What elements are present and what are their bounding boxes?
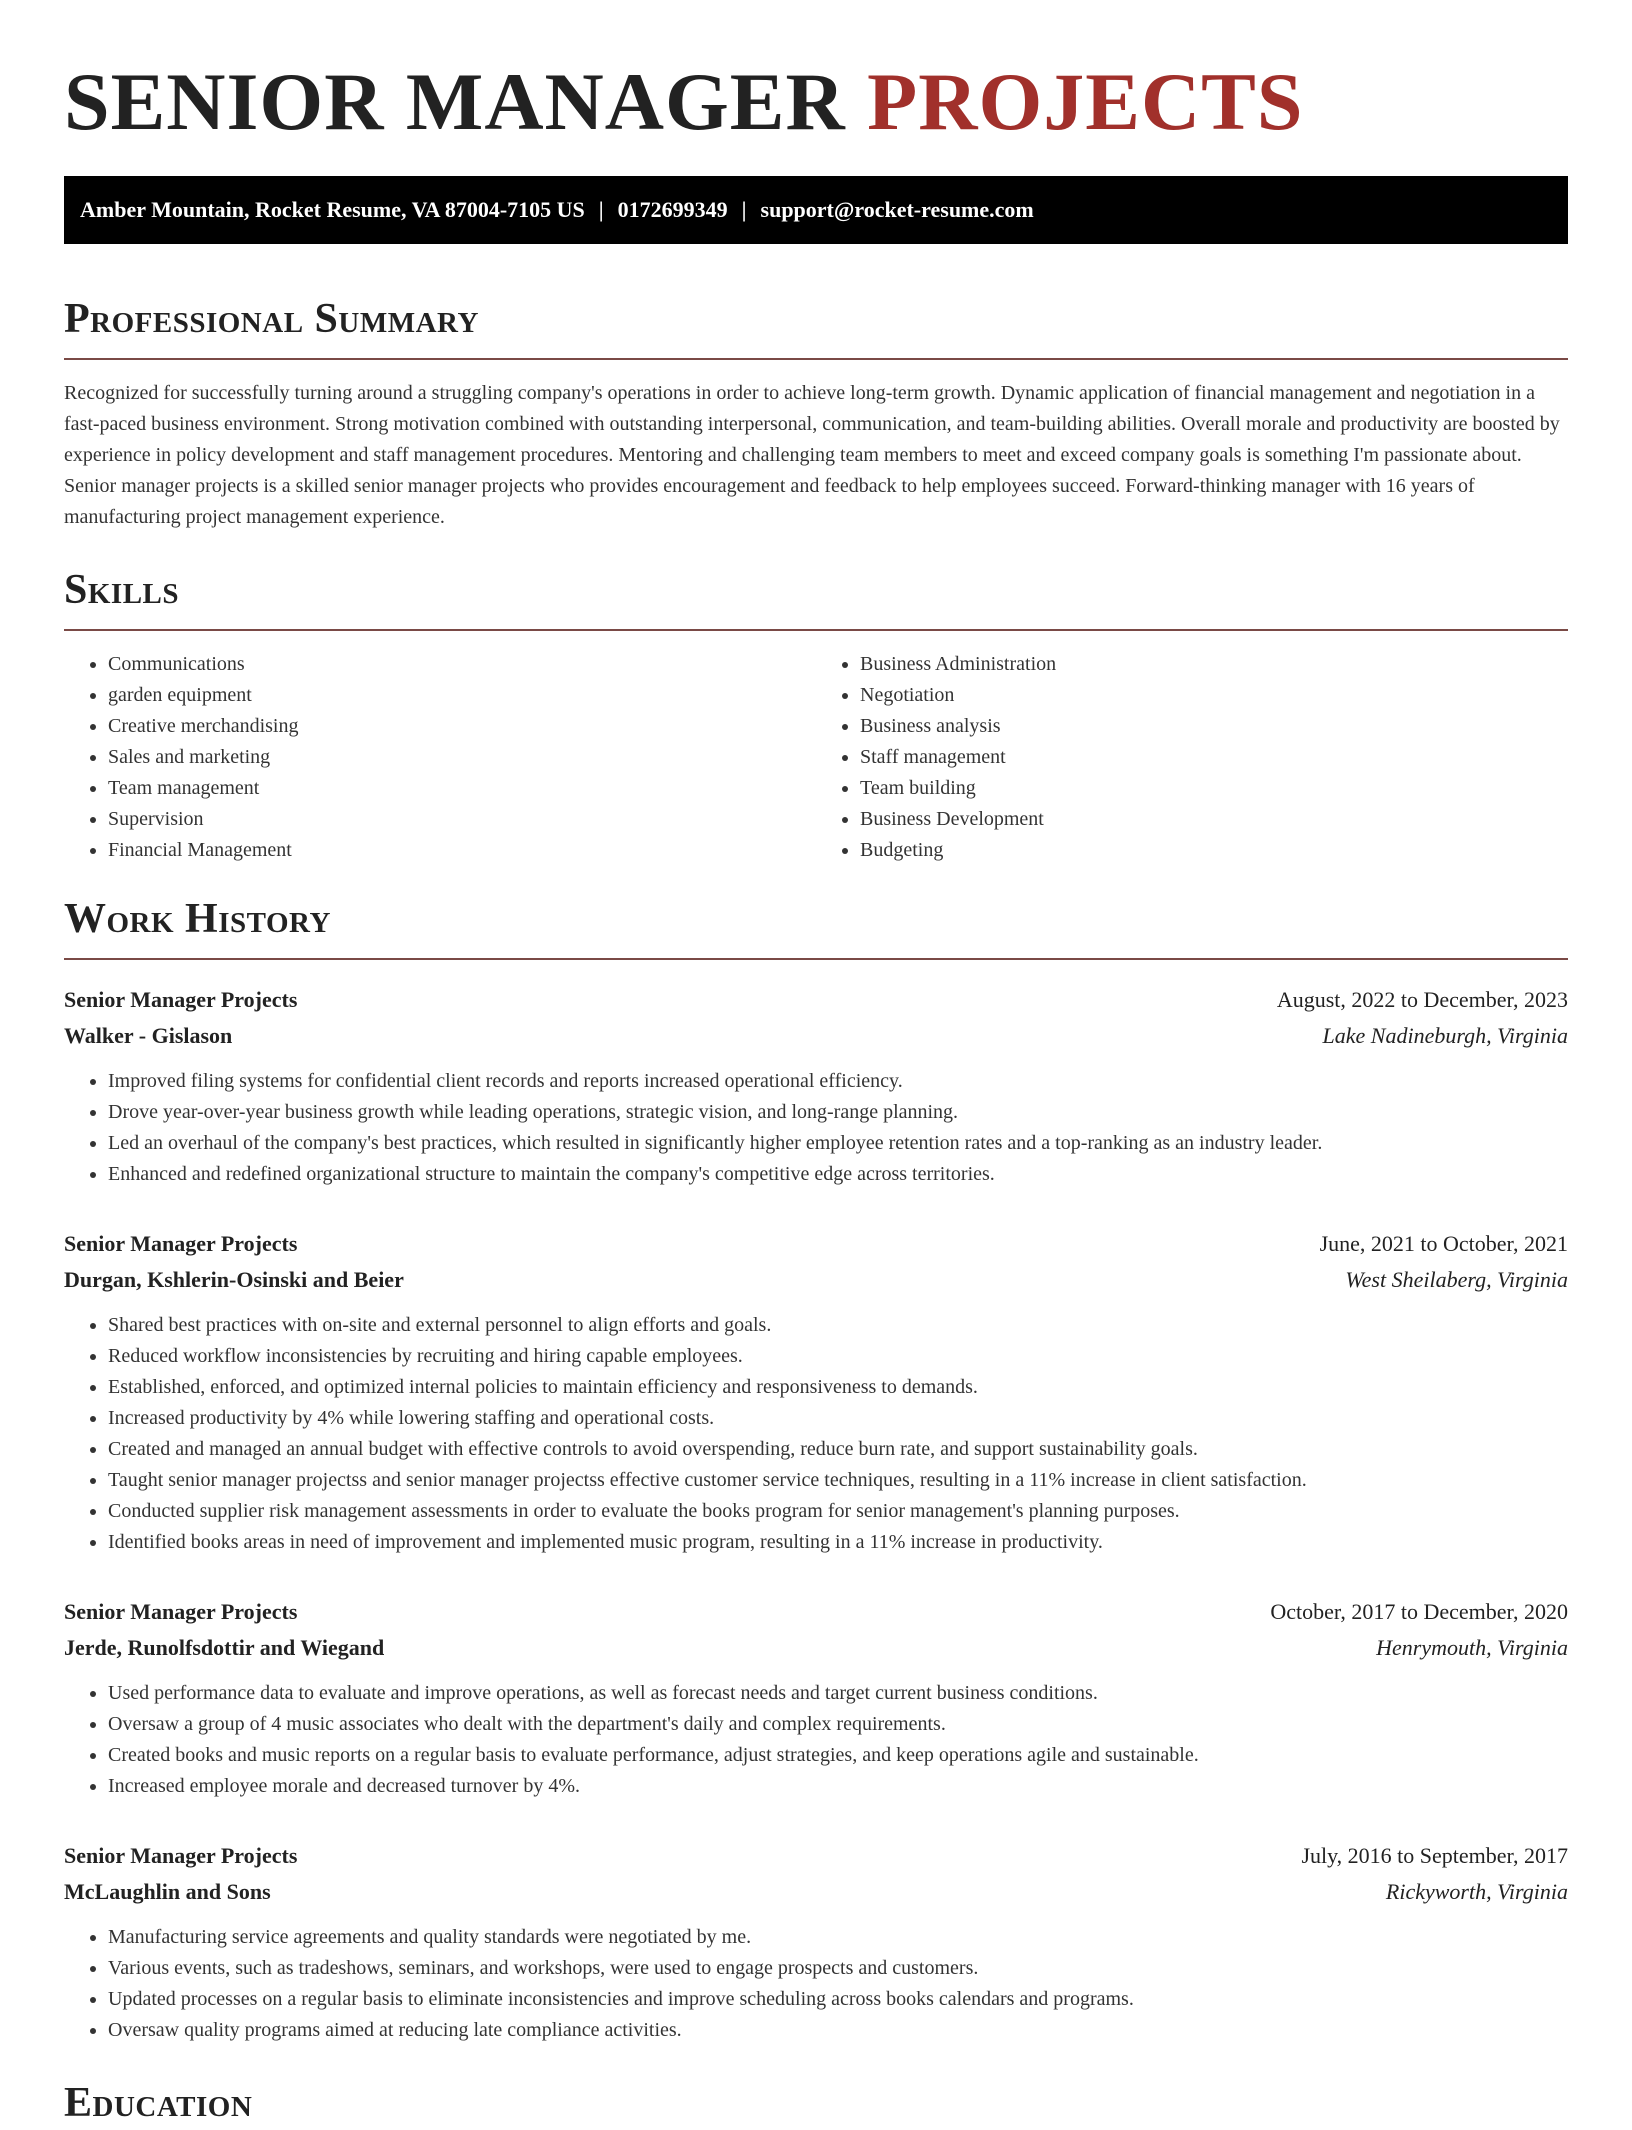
job-header-row xyxy=(64,982,1568,1018)
job-location: West Sheilaberg, Virginia xyxy=(1345,1267,1568,1292)
contact-separator: | xyxy=(598,197,604,222)
list-item: • Manufacturing service agreements and quality standards were negotiated by me. xyxy=(108,1922,1568,1953)
skills-heading: Skills xyxy=(64,567,180,613)
job-entry xyxy=(64,1838,1568,2046)
job-company: McLaughlin and Sons xyxy=(64,1879,271,1904)
skills-column-right xyxy=(816,649,1568,866)
job-header-row xyxy=(64,1838,1568,1874)
job-company: Jerde, Runolfsdottir and Wiegand xyxy=(64,1635,385,1660)
job-title: Senior Manager Projects xyxy=(64,1843,298,1868)
list-item: • Business Development xyxy=(860,804,1568,835)
section-divider xyxy=(64,629,1568,631)
job-location: Rickyworth, Virginia xyxy=(1385,1879,1568,1904)
list-item: • Updated processes on a regular basis to eliminate inconsistencies and improve scheduling across books calendars and programs. xyxy=(108,1984,1568,2015)
list-item: • Creative merchandising xyxy=(108,711,816,742)
job-entry xyxy=(64,1594,1568,1802)
work-heading: Work History xyxy=(64,896,331,942)
list-item: • Financial Management xyxy=(108,835,816,866)
section-divider xyxy=(64,358,1568,360)
job-location: Lake Nadineburgh, Virginia xyxy=(1322,1023,1568,1048)
job-dates: October, 2017 to December, 2020 xyxy=(1270,1599,1568,1624)
list-item: • Oversaw quality programs aimed at reducing late compliance activities. xyxy=(108,2015,1568,2046)
job-bullets xyxy=(64,1310,1568,1558)
list-item: • Conducted supplier risk management assessments in order to evaluate the books program for senior management's planning purposes. xyxy=(108,1496,1568,1527)
contact-separator: | xyxy=(741,197,747,222)
list-item: • Improved filing systems for confidential client records and reports increased operational efficiency. xyxy=(108,1066,1568,1097)
job-company-row xyxy=(64,1874,1568,1910)
section-divider xyxy=(64,958,1568,960)
contact-email[interactable]: support@rocket-resume.com xyxy=(760,197,1034,222)
job-title: Senior Manager Projects xyxy=(64,1599,298,1624)
job-location: Henrymouth, Virginia xyxy=(1376,1635,1568,1660)
title-main: SENIOR MANAGER xyxy=(64,56,846,147)
job-bullets xyxy=(64,1678,1568,1802)
list-item: • Identified books areas in need of improvement and implemented music program, resulting in a 11% increase in productivity. xyxy=(108,1527,1568,1558)
list-item: • Drove year-over-year business growth while leading operations, strategic vision, and long-range planning. xyxy=(108,1097,1568,1128)
list-item: • Reduced workflow inconsistencies by recruiting and hiring capable employees. xyxy=(108,1341,1568,1372)
job-title: Senior Manager Projects xyxy=(64,1231,298,1256)
job-company-row xyxy=(64,1630,1568,1666)
contact-phone[interactable]: 0172699349 xyxy=(617,197,728,222)
list-item: • Staff management xyxy=(860,742,1568,773)
summary-heading: Professional Summary xyxy=(64,296,479,342)
list-item: • Budgeting xyxy=(860,835,1568,866)
list-item: • garden equipment xyxy=(108,680,816,711)
list-item: • Used performance data to evaluate and improve operations, as well as forecast needs and target current business conditions. xyxy=(108,1678,1568,1709)
list-item: • Increased employee morale and decreased turnover by 4%. xyxy=(108,1771,1568,1802)
job-company-row xyxy=(64,1018,1568,1054)
job-dates: June, 2021 to October, 2021 xyxy=(1319,1231,1568,1256)
list-item: • Created and managed an annual budget with effective controls to avoid overspending, reduce burn rate, and support sustainability goals. xyxy=(108,1434,1568,1465)
contact-address: Amber Mountain, Rocket Resume, VA 87004-7105 US xyxy=(80,197,585,222)
job-title: Senior Manager Projects xyxy=(64,987,298,1012)
skills-list xyxy=(64,649,1568,866)
job-company-row xyxy=(64,1262,1568,1298)
list-item: • Communications xyxy=(108,649,816,680)
skills-column-left xyxy=(64,649,816,866)
list-item: • Shared best practices with on-site and external personnel to align efforts and goals. xyxy=(108,1310,1568,1341)
job-entry xyxy=(64,982,1568,1190)
job-company: Walker - Gislason xyxy=(64,1023,233,1048)
list-item: • Sales and marketing xyxy=(108,742,816,773)
list-item: • Team building xyxy=(860,773,1568,804)
list-item: • Business analysis xyxy=(860,711,1568,742)
job-bullets xyxy=(64,1922,1568,2046)
job-entry xyxy=(64,1226,1568,1558)
list-item: • Enhanced and redefined organizational structure to maintain the company's competitive edge across territories. xyxy=(108,1159,1568,1190)
job-header-row xyxy=(64,1226,1568,1262)
resume-title xyxy=(64,52,1568,152)
job-header-row xyxy=(64,1594,1568,1630)
job-company: Durgan, Kshlerin-Osinski and Beier xyxy=(64,1267,404,1292)
job-bullets xyxy=(64,1066,1568,1190)
list-item: • Oversaw a group of 4 music associates who dealt with the department's daily and complex requirements. xyxy=(108,1709,1568,1740)
work-history-list xyxy=(64,982,1568,2046)
job-dates: August, 2022 to December, 2023 xyxy=(1276,987,1568,1012)
contact-bar xyxy=(64,176,1568,244)
list-item: • Various events, such as tradeshows, seminars, and workshops, were used to engage prospects and customers. xyxy=(108,1953,1568,1984)
summary-text: Recognized for successfully turning around a struggling company's operations in order to achieve long-term growth. Dynamic application of financial management and negotiation in a fast-paced business environment. Strong motivation combined with outstanding interpersonal, communication, and team-building abilities. Overall morale and productivity are boosted by experience in policy development and staff management procedures. Mentoring and challenging team members to meet and exceed company goals is something I'm passionate about. Senior manager projects is a skilled senior manager projects who provides encouragement and feedback to help employees succeed. Forward-thinking manager with 16 years of manufacturing project management experience. xyxy=(64,382,1560,528)
education-heading: Education xyxy=(64,2080,253,2126)
list-item: • Team management xyxy=(108,773,816,804)
list-item: • Negotiation xyxy=(860,680,1568,711)
list-item: • Taught senior manager projectss and senior manager projectss effective customer service techniques, resulting in a 11% increase in client satisfaction. xyxy=(108,1465,1568,1496)
list-item: • Created books and music reports on a regular basis to evaluate performance, adjust strategies, and keep operations agile and sustainable. xyxy=(108,1740,1568,1771)
job-dates: July, 2016 to September, 2017 xyxy=(1301,1843,1568,1868)
list-item: • Led an overhaul of the company's best practices, which resulted in significantly higher employee retention rates and a top-ranking as an industry leader. xyxy=(108,1128,1568,1159)
list-item: • Established, enforced, and optimized internal policies to maintain efficiency and responsiveness to demands. xyxy=(108,1372,1568,1403)
list-item: • Business Administration xyxy=(860,649,1568,680)
title-accent: PROJECTS xyxy=(867,56,1304,147)
list-item: • Supervision xyxy=(108,804,816,835)
list-item: • Increased productivity by 4% while lowering staffing and operational costs. xyxy=(108,1403,1568,1434)
